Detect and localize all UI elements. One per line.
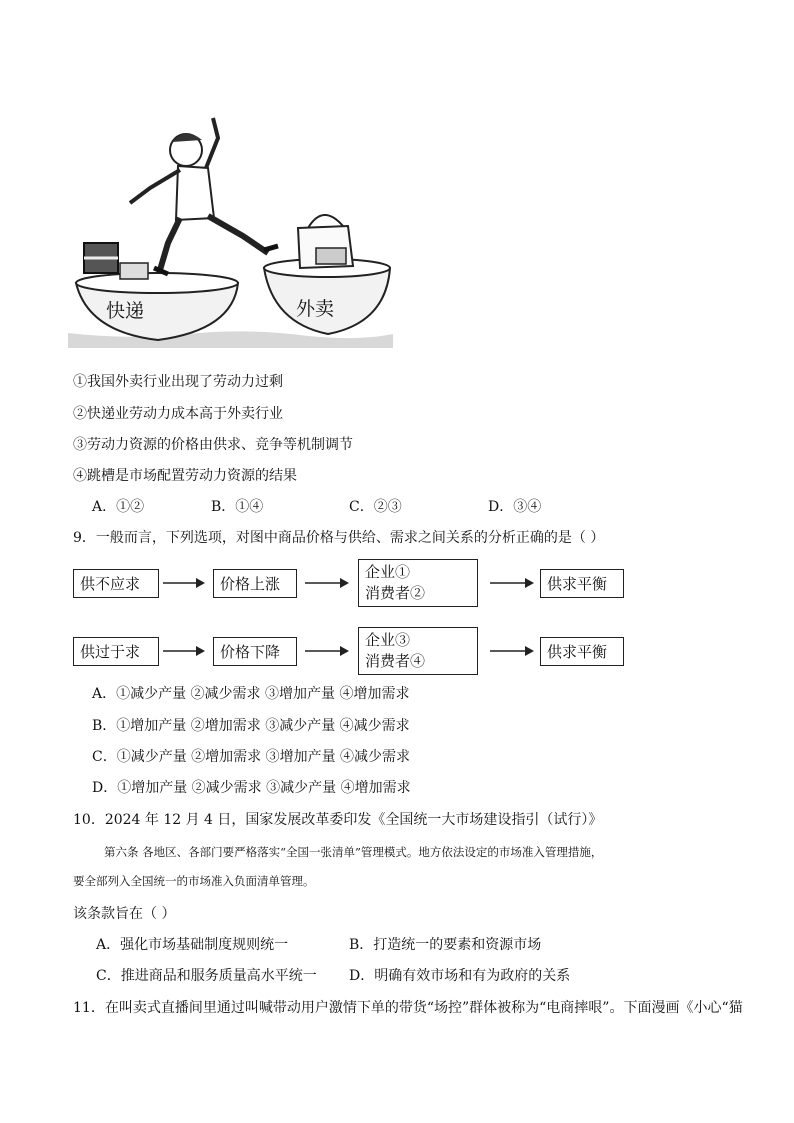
cartoon-illustration [68,108,393,348]
diagram-row1-end: 供求平衡 [540,569,624,598]
q10-stem: 10．2024 年 12 月 4 日，国家发展改革委印发《全国统一大市场建设指引（试行）》 [73,812,603,828]
diagram-row1-start: 供不应求 [73,569,159,598]
q8-statement-3: ③劳动力资源的价格由供求、竞争等机制调节 [73,437,353,453]
q8-statement-4: ④跳槽是市场配置劳动力资源的结果 [73,468,297,484]
arrow-icon [163,644,205,658]
q10-option-a[interactable]: A．强化市场基础制度规则统一 [96,937,289,953]
diagram-row2-start: 供过于求 [73,637,159,666]
q9-option-c[interactable]: C．①减少产量 ②增加需求 ③增加产量 ④减少需求 [92,749,411,765]
q8-statement-1: ①我国外卖行业出现了劳动力过剩 [73,374,283,390]
q9-stem: 9．一般而言，下列选项，对图中商品价格与供给、需求之间关系的分析正确的是（ ） [73,530,605,546]
q8-option-a[interactable]: A．①② [92,499,145,515]
q11-stem: 11．在叫卖式直播间里通过叫喊带动用户激情下单的带货“场控”群体被称为“电商摔哏”。下面漫画《小心“猫 [73,1000,743,1016]
diagram-row2-end: 供求平衡 [540,637,624,666]
q9-option-b[interactable]: B．①增加产量 ②增加需求 ③减少产量 ④减少需求 [92,718,410,734]
q10-purpose: 该条款旨在（ ） [73,906,176,922]
diagram-row1-line1: 企业① [365,563,411,581]
arrow-icon [163,576,205,590]
q10-option-b[interactable]: B．打造统一的要素和资源市场 [349,937,542,953]
q10-quote-line1: 第六条 各地区、各部门要严格落实“全国一张清单”管理模式。地方依法设定的市场准入管理措施， [104,845,603,859]
q8-statement-2: ②快递业劳动力成本高于外卖行业 [73,406,283,422]
diagram-row1-mid: 价格上涨 [213,569,297,598]
arrow-icon [305,576,349,590]
q8-option-d[interactable]: D．③④ [488,499,542,515]
arrow-icon [305,644,349,658]
q10-quote-line2: 要全部列入全国统一的市场准入负面清单管理。 [73,874,315,888]
arrow-icon [490,576,534,590]
diagram-row2-line2: 消费者④ [365,652,426,670]
bowl-left-label: 快递 [106,300,145,322]
bowl-right-label: 外卖 [296,298,335,320]
diagram-row2-line1: 企业③ [365,631,411,649]
q9-option-a[interactable]: A．①减少产量 ②减少需求 ③增加产量 ④增加需求 [92,686,410,702]
diagram-row2-box [358,627,478,675]
q10-option-c[interactable]: C．推进商品和服务质量高水平统一 [96,968,317,984]
q8-option-b[interactable]: B．①④ [211,499,264,515]
diagram-row2-mid: 价格下降 [213,637,297,666]
arrow-icon [490,644,534,658]
q8-option-c[interactable]: C．②③ [349,499,402,515]
q10-option-d[interactable]: D．明确有效市场和有为政府的关系 [349,968,571,984]
diagram-row1-box [358,559,478,607]
diagram-row1-line2: 消费者② [365,584,426,602]
q9-option-d[interactable]: D．①增加产量 ②减少需求 ③减少产量 ④增加需求 [92,780,411,796]
